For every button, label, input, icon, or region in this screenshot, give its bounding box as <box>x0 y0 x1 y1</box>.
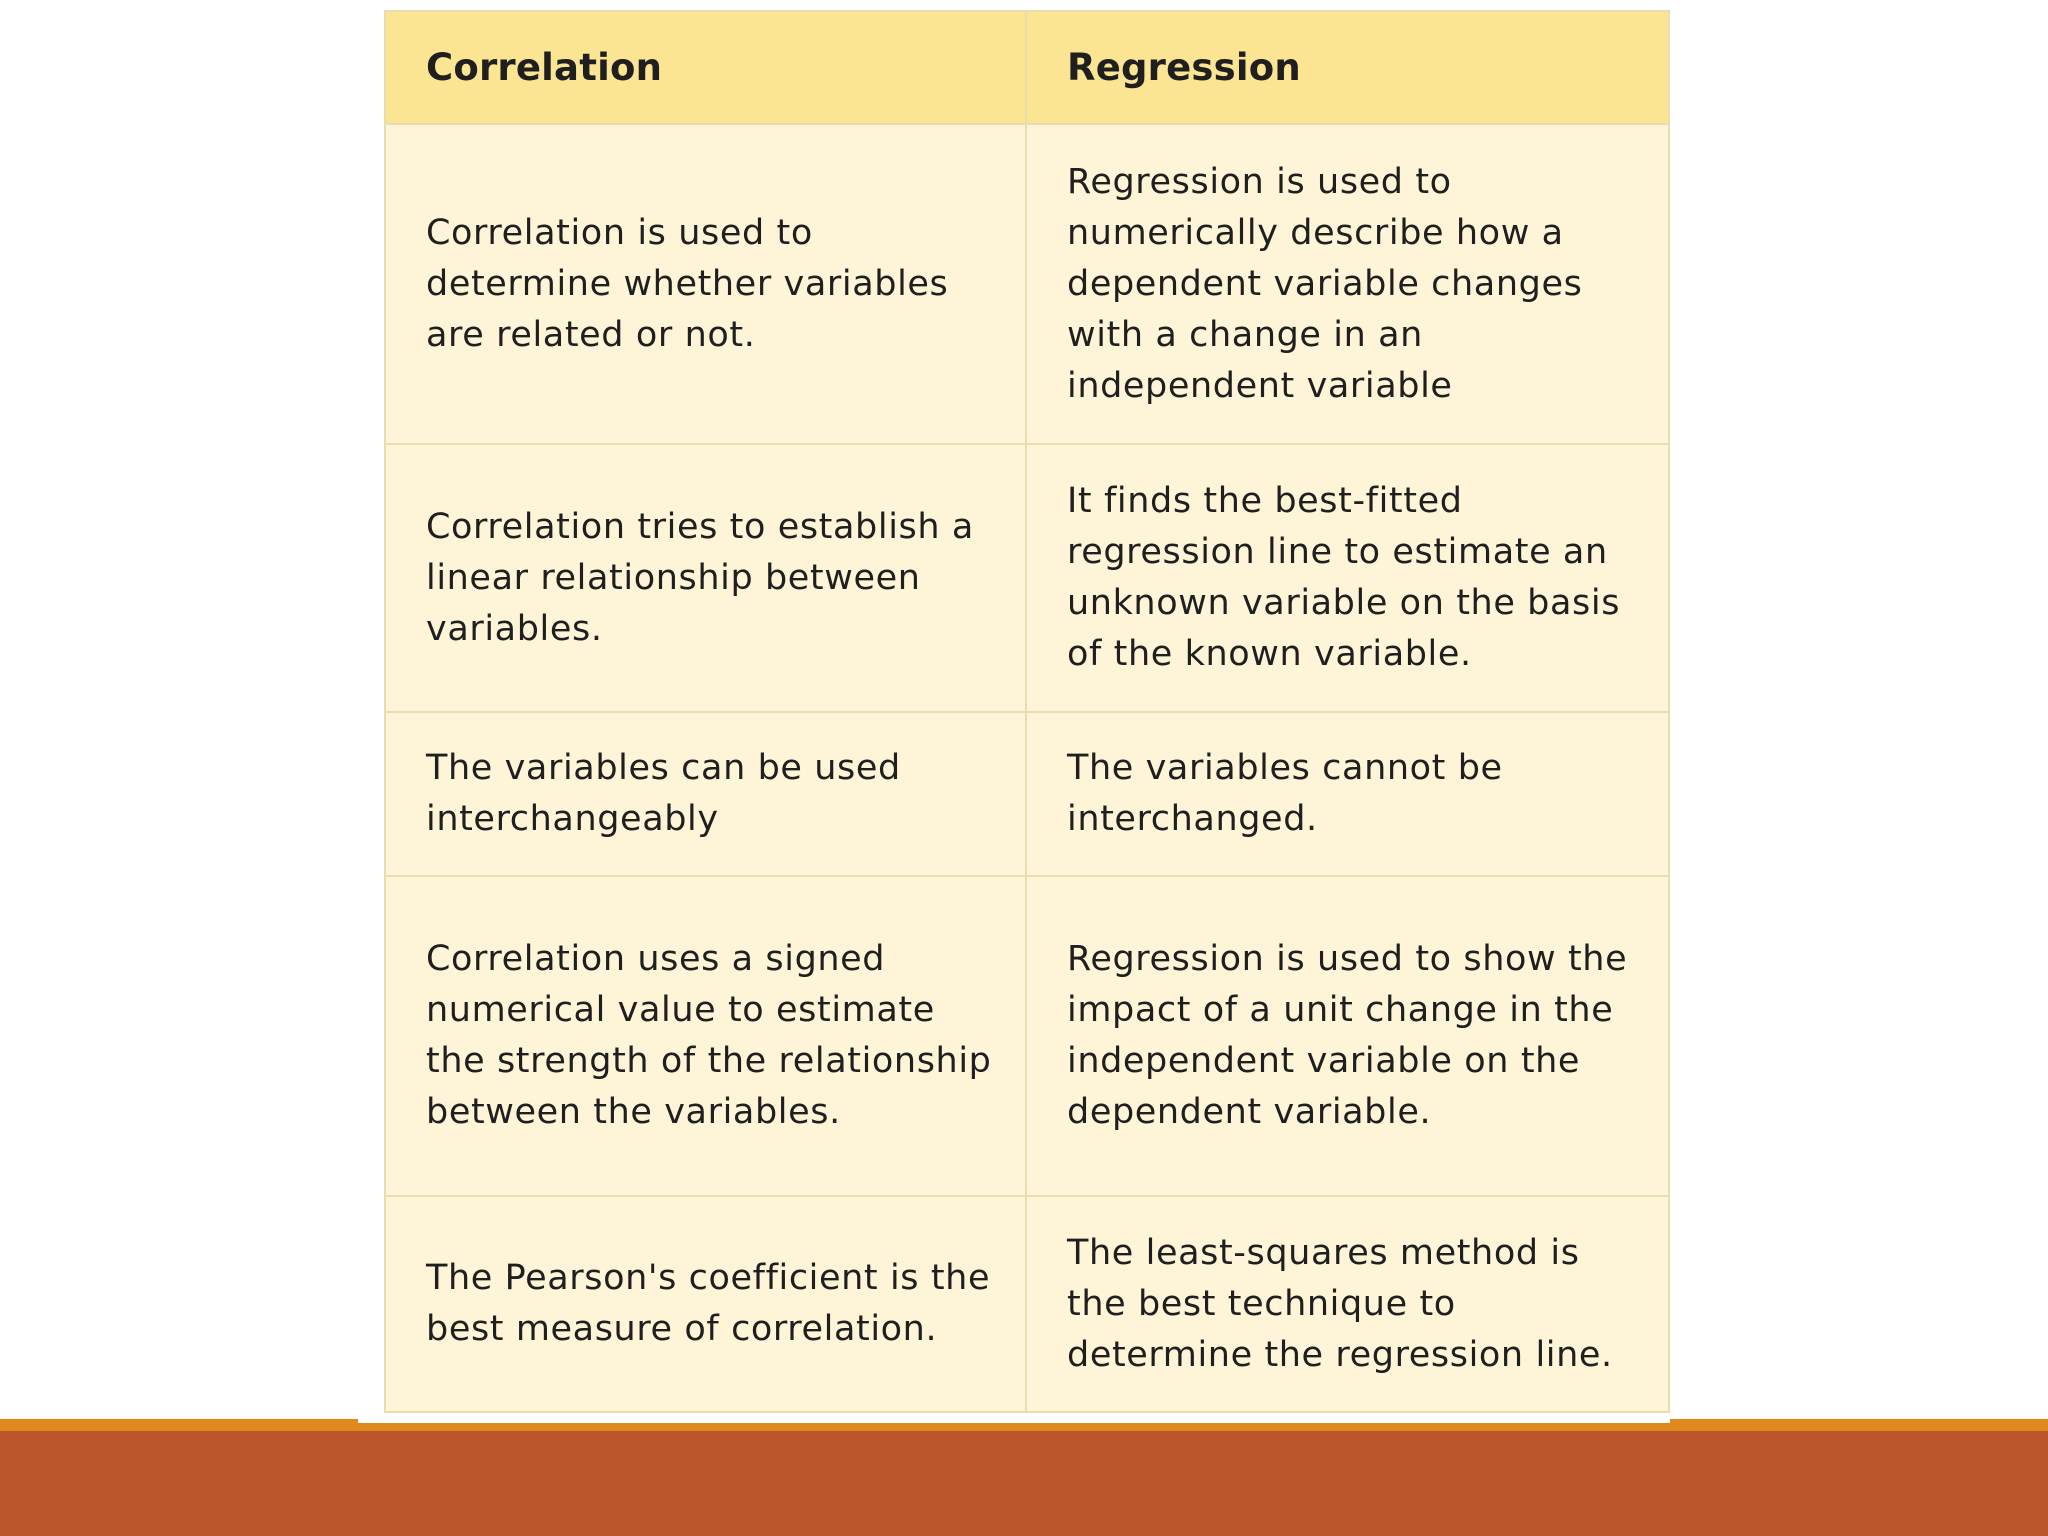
footer-bar <box>0 1431 2048 1536</box>
table-row <box>385 876 1669 1196</box>
regression-cell: Regression is used to show the impact of a unit change in the independent variable on the dependent variable. <box>1026 876 1669 1196</box>
regression-cell: The variables cannot be interchanged. <box>1026 712 1669 876</box>
header-correlation: Correlation <box>385 11 1026 124</box>
table-header-row <box>385 11 1669 124</box>
correlation-cell: The variables can be used interchangeably <box>385 712 1026 876</box>
image-bottom-edge <box>358 1419 1670 1423</box>
comparison-table-image <box>358 0 1670 1422</box>
regression-cell: It finds the best-fitted regression line to estimate an unknown variable on the basis of the known variable. <box>1026 444 1669 712</box>
regression-cell: Regression is used to numerically describe how a dependent variable changes with a change in an independent variable <box>1026 124 1669 444</box>
table-row <box>385 1196 1669 1412</box>
table-row <box>385 444 1669 712</box>
correlation-cell: Correlation tries to establish a linear relationship between variables. <box>385 444 1026 712</box>
table-row <box>385 124 1669 444</box>
correlation-cell: The Pearson's coefficient is the best measure of correlation. <box>385 1196 1026 1412</box>
header-regression: Regression <box>1026 11 1669 124</box>
regression-cell: The least-squares method is the best technique to determine the regression line. <box>1026 1196 1669 1412</box>
correlation-cell: Correlation is used to determine whether variables are related or not. <box>385 124 1026 444</box>
correlation-cell: Correlation uses a signed numerical value to estimate the strength of the relationship between the variables. <box>385 876 1026 1196</box>
table-row <box>385 712 1669 876</box>
correlation-vs-regression-table <box>384 10 1670 1413</box>
